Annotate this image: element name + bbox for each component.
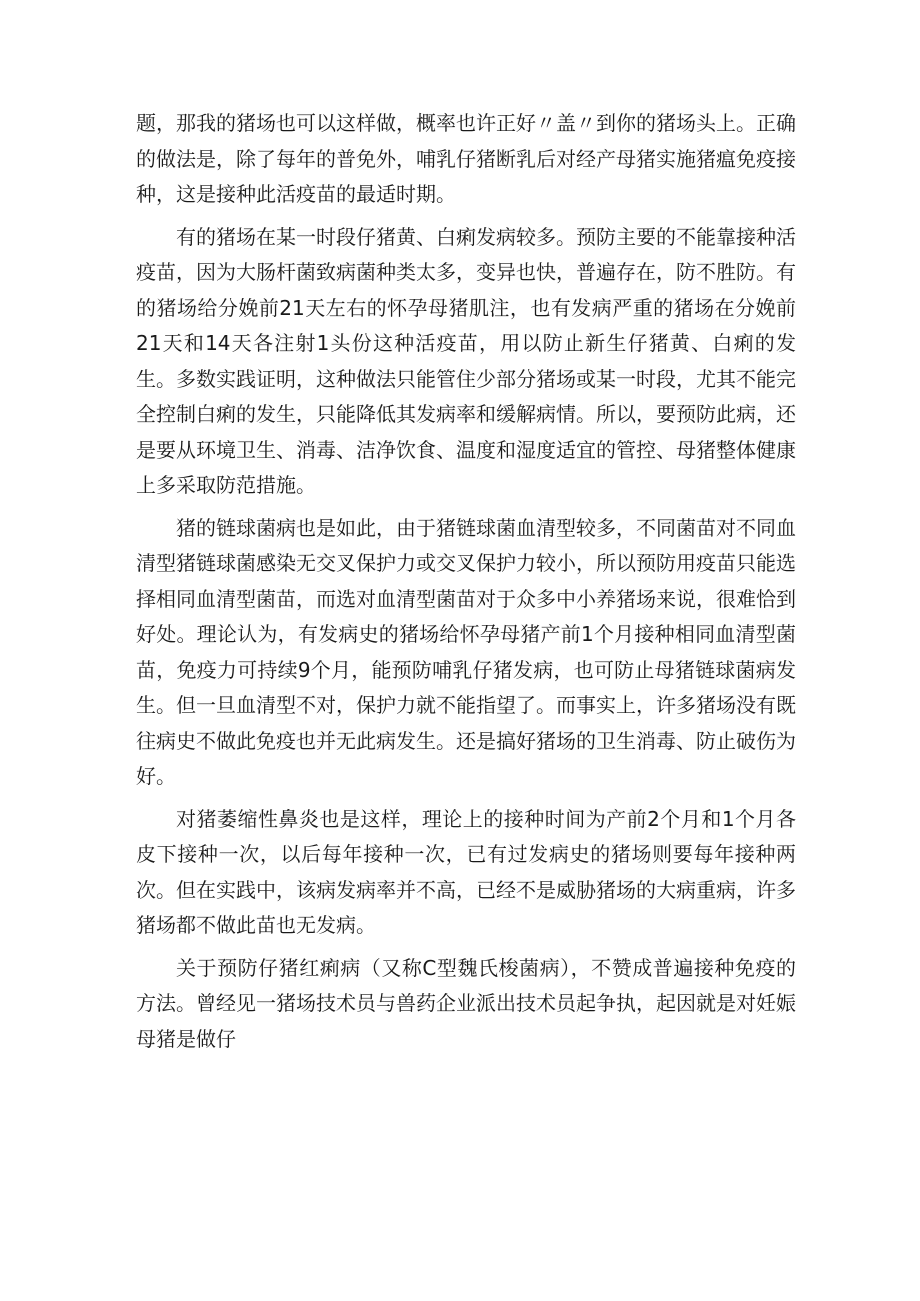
paragraph-red-dysentery: 关于预防仔猪红痢病（又称C型魏氏梭菌病），不赞成普遍接种免疫的方法。曾经见一猪场技术员与兽药企业派出技术员起争执，起因就是对妊娠母猪是做仔 <box>136 955 796 1051</box>
paragraph-continued: 题，那我的猪场也可以这样做，概率也许正好〃盖〃到你的猪场头上。正确的做法是，除了每年的普免外，哺乳仔猪断乳后对经产母猪实施猪瘟免疫接种，这是接种此活疫苗的最适时期。 <box>136 111 796 206</box>
document-body <box>136 106 796 1057</box>
paragraph-atrophic-rhinitis: 对猪萎缩性鼻炎也是这样，理论上的接种时间为产前2个月和1个月各皮下接种一次，以后每年接种一次，已有过发病史的猪场则要每年接种两次。但在实践中，该病发病率并不高，已经不是威胁猪场的大病重病，许多猪场都不做此苗也无发病。 <box>136 806 796 937</box>
paragraph-piglet-diarrhea: 有的猪场在某一时段仔猪黄、白痢发病较多。预防主要的不能靠接种活疫苗，因为大肠杆菌致病菌种类太多，变异也快，普遍存在，防不胜防。有的猪场给分娩前21天左右的怀孕母猪肌注，也有发病严重的猪场在分娩前21天和14天各注射1头份这种活疫苗，用以防止新生仔猪黄、白痢的发生。多数实践证明，这种做法只能管住少部分猪场或某一时段，尤其不能完全控制白痢的发生，只能降低其发病率和缓解病情。所以，要预防此病，还是要从环境卫生、消毒、洁净饮食、温度和湿度适宜的管控、母猪整体健康上多采取防范措施。 <box>136 224 796 497</box>
paragraph-streptococcus: 猪的链球菌病也是如此，由于猪链球菌血清型较多，不同菌苗对不同血清型猪链球菌感染无交叉保护力或交叉保护力较小，所以预防用疫苗只能选择相同血清型菌苗，而选对血清型菌苗对于众多中小养猪场来说，很难恰到好处。理论认为，有发病史的猪场给怀孕母猪产前1个月接种相同血清型菌苗，免疫力可持续9个月，能预防哺乳仔猪发病，也可防止母猪链球菌病发生。但一旦血清型不对，保护力就不能指望了。而事实上，许多猪场没有既往病史不做此免疫也并无此病发生。还是搞好猪场的卫生消毒、防止破伤为好。 <box>136 515 796 788</box>
